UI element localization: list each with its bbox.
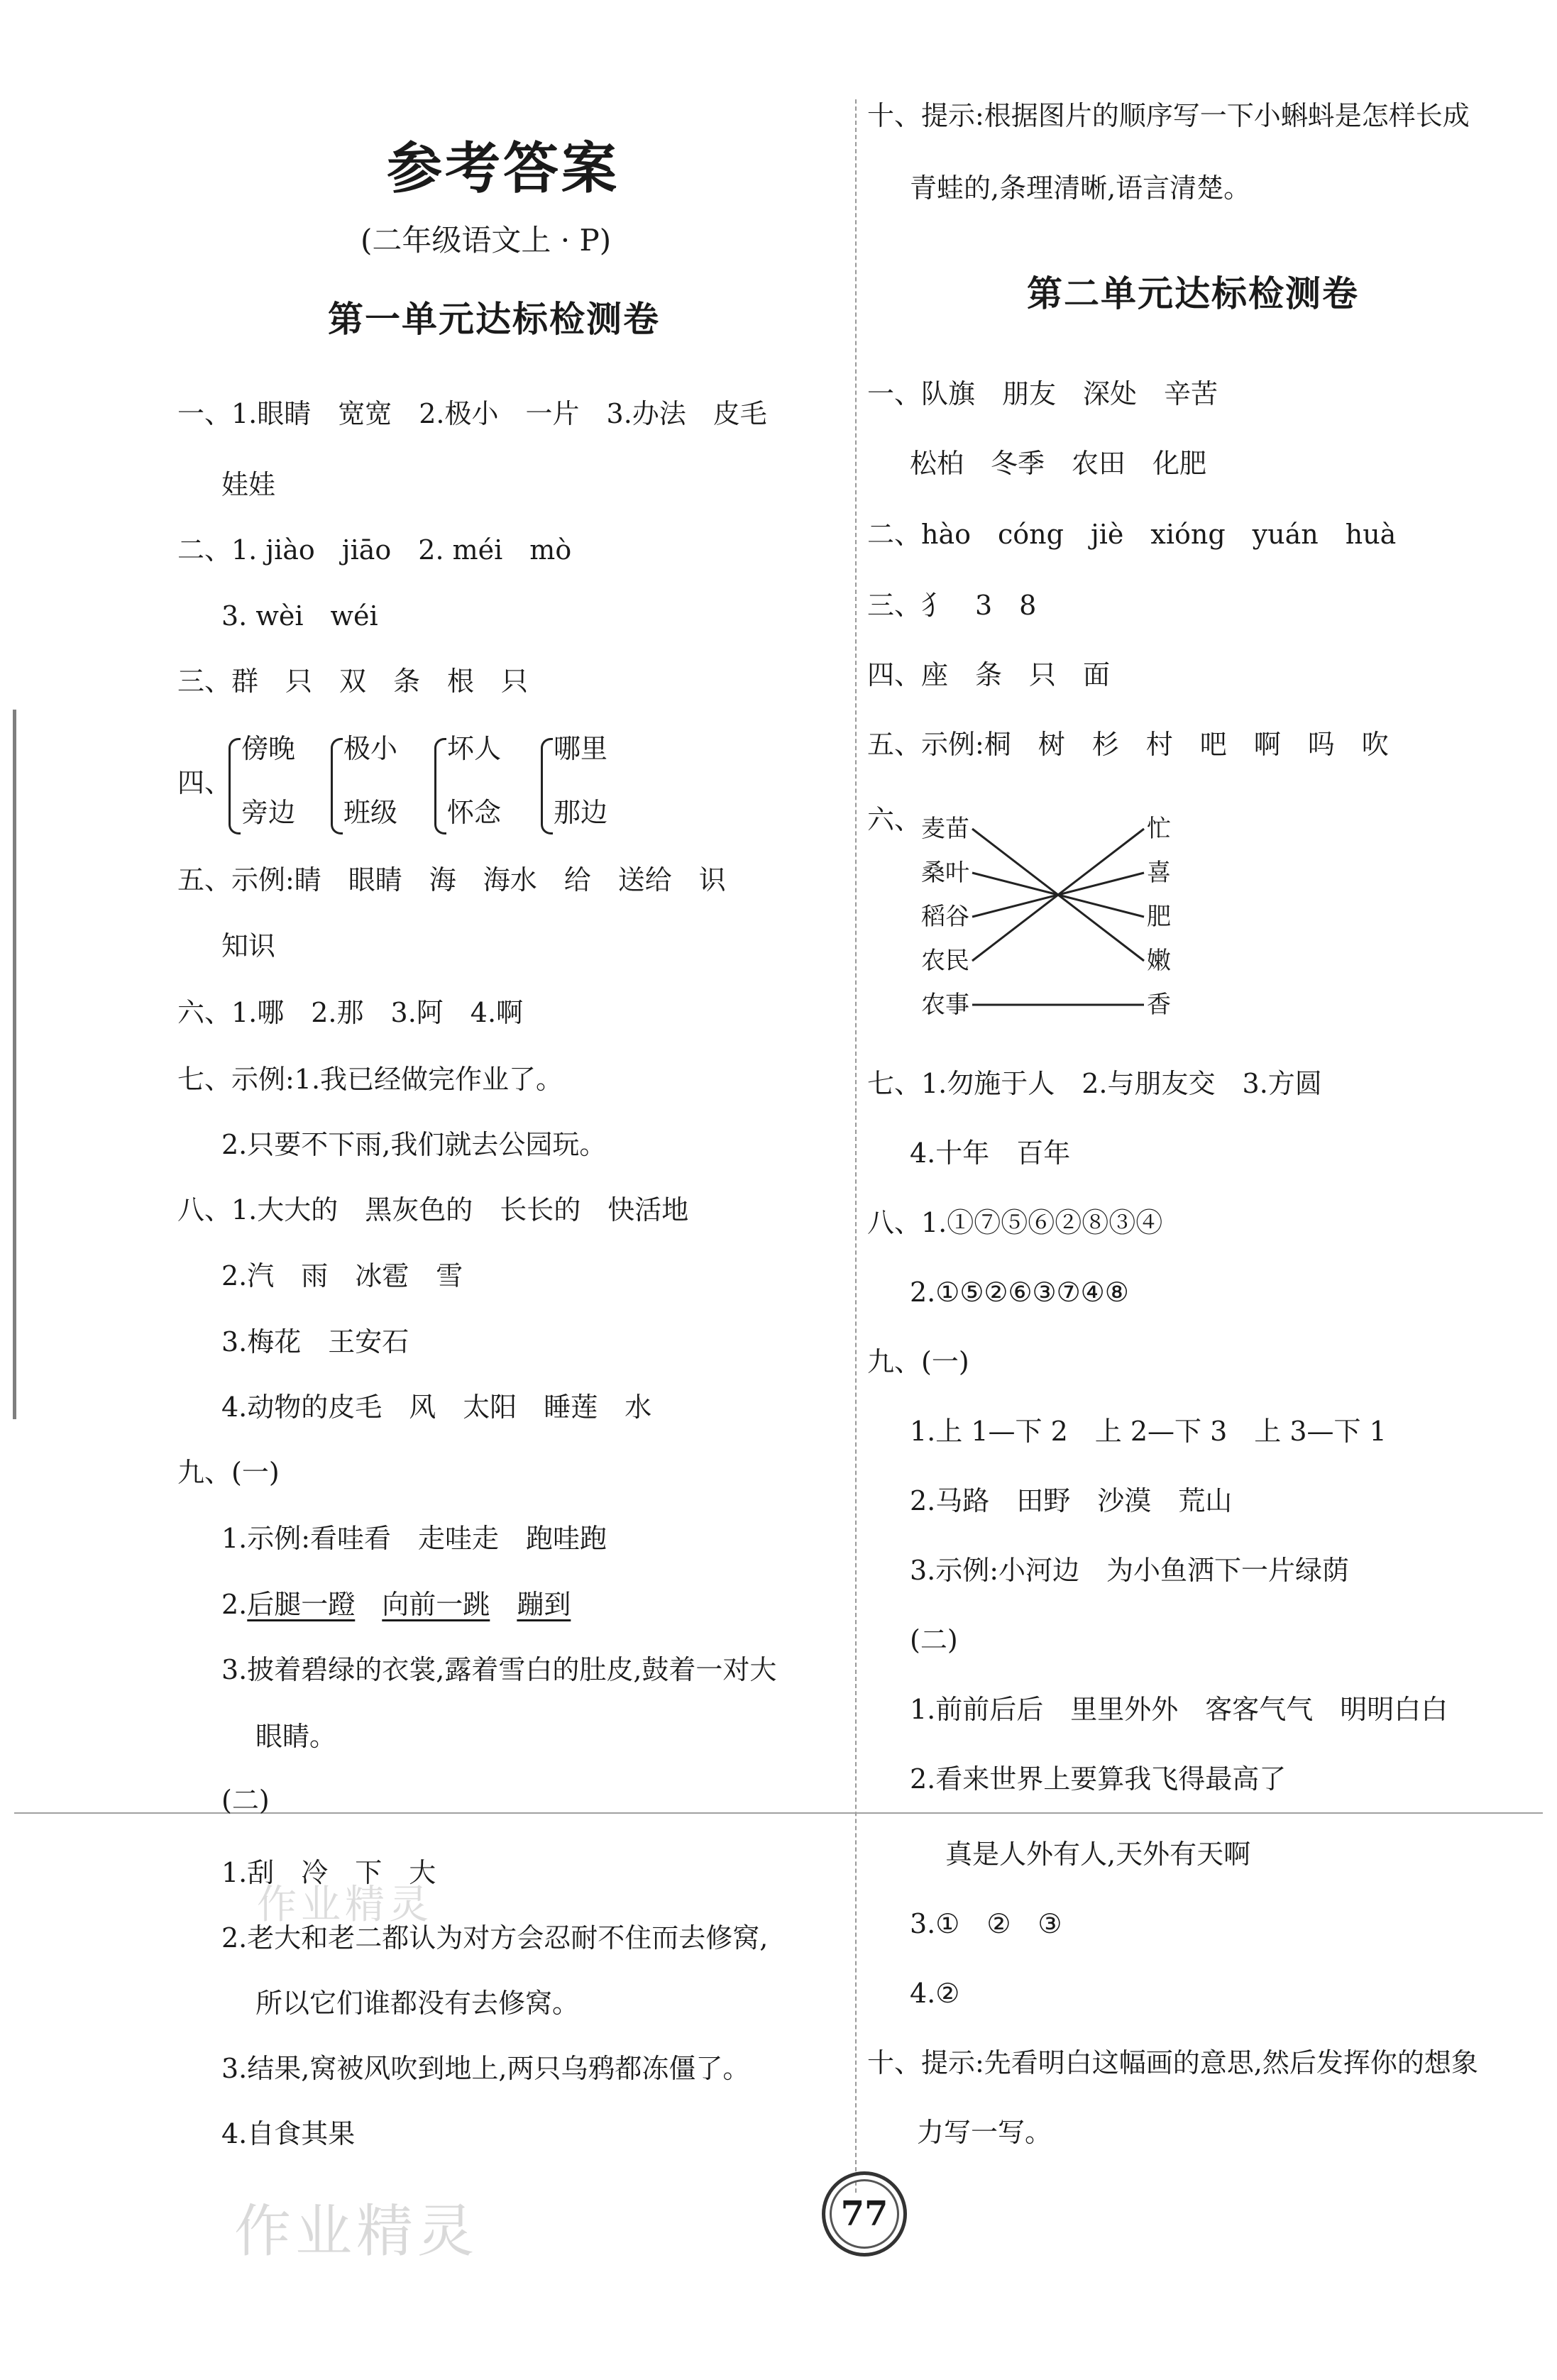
unit1-line: (二): [221, 1785, 270, 1816]
match-left-word: 麦苗: [921, 815, 969, 843]
unit2-line: 五、示例:桐 树 杉 村 吧 啊 吗 吹: [867, 729, 1389, 760]
unit1-line: 六、1.哪 2.那 3.阿 4.啊: [177, 997, 524, 1028]
unit1-line: 娃娃: [221, 469, 276, 500]
unit1-line: 眼睛。: [255, 1721, 337, 1752]
q4-word: 怀念: [447, 797, 502, 828]
underlined-answer: 后腿一蹬: [247, 1589, 356, 1620]
unit2-line: 三、犭 3 8: [867, 590, 1037, 621]
q4-word: 旁边: [241, 797, 296, 828]
unit2-line: 二、hào cóng jiè xióng yuán huà: [867, 519, 1397, 550]
unit1-line: 3. wèi wéi: [221, 600, 378, 632]
page-subtitle: (二年级语文上 · P): [361, 223, 612, 258]
unit1-line: 2.汽 雨 冰雹 雪: [221, 1260, 463, 1291]
right-top-line: 十、提示:根据图片的顺序写一下小蝌蚪是怎样长成: [867, 100, 1470, 131]
unit1-line: 4.动物的皮毛 风 太阳 睡莲 水: [221, 1392, 652, 1423]
unit2-title: 第二单元达标检测卷: [1027, 272, 1359, 314]
unit1-line: 八、1.大大的 黑灰色的 长长的 快活地: [177, 1194, 689, 1225]
unit1-title: 第一单元达标检测卷: [328, 298, 660, 340]
watermark: 作业精灵: [234, 2198, 478, 2264]
unit1-line: 九、(一): [177, 1457, 280, 1488]
unit2-line: 九、(一): [867, 1346, 969, 1377]
underlined-answer: 向前一跳: [382, 1589, 490, 1620]
q4-word: 哪里: [554, 733, 608, 764]
page-number: 77: [822, 2171, 907, 2257]
match-right-word: 忙: [1147, 815, 1171, 843]
unit1-line: 所以它们谁都没有去修窝。: [255, 1988, 580, 2019]
unit2-line: 4.②: [910, 1978, 960, 2009]
unit2-line: 2.①⑤②⑥③⑦④⑧: [910, 1277, 1129, 1308]
unit2-line: 松柏 冬季 农田 化肥: [910, 448, 1207, 479]
unit1-q4-label: 四、: [177, 767, 232, 798]
watermark: 作业精灵: [257, 1882, 433, 1928]
match-left-word: 农事: [921, 991, 969, 1019]
unit2-line: 八、1.①⑦⑤⑥②⑧③④: [867, 1207, 1163, 1238]
match-right-word: 喜: [1147, 859, 1171, 887]
underlined-answer: 蹦到: [517, 1589, 571, 1620]
unit1-line: 3.梅花 王安石: [221, 1326, 409, 1357]
unit2-line: 真是人外有人,天外有天啊: [945, 1839, 1251, 1870]
unit2-line: (二): [910, 1624, 958, 1655]
unit1-line: 七、示例:1.我已经做完作业了。: [177, 1064, 563, 1095]
unit1-line: 二、1. jiào jiāo 2. méi mò: [177, 534, 572, 566]
unit2-line: 3.示例:小河边 为小鱼洒下一片绿荫: [910, 1555, 1350, 1586]
unit2-line: 一、队旗 朋友 深处 辛苦: [867, 378, 1218, 409]
unit2-q6-label: 六、: [867, 804, 922, 835]
unit1-line: 三、群 只 双 条 根 只: [177, 666, 529, 697]
match-left-word: 农民: [921, 947, 969, 975]
q4-word: 极小: [343, 733, 398, 764]
page-title: 参考答案: [387, 136, 620, 201]
unit2-line: 4.十年 百年: [910, 1137, 1071, 1169]
unit1-line: 一、1.眼睛 宽宽 2.极小 一片 3.办法 皮毛: [177, 398, 767, 429]
unit1-line: 1.示例:看哇看 走哇走 跑哇跑: [221, 1523, 607, 1554]
q4-word: 坏人: [447, 733, 502, 764]
match-right-word: 香: [1147, 991, 1171, 1019]
unit2-line: 1.上 1—下 2 上 2—下 3 上 3—下 1: [910, 1416, 1387, 1447]
unit2-line: 力写一写。: [917, 2117, 1052, 2148]
unit1-line: 1.刮 冷 下 大: [221, 1857, 436, 1888]
unit1-line: 4.自食其果: [221, 2118, 356, 2149]
right-top-line: 青蛙的,条理清晰,语言清楚。: [910, 172, 1251, 204]
unit1-line: 2.老大和老二都认为对方会忍耐不住而去修窝,: [221, 1922, 769, 1954]
unit1-line: 3.披着碧绿的衣裳,露着雪白的肚皮,鼓着一对大: [221, 1654, 777, 1685]
unit1-q9-item2-num: 2.: [221, 1589, 248, 1620]
unit2-line: 四、座 条 只 面: [867, 659, 1111, 690]
unit2-line: 十、提示:先看明白这幅画的意思,然后发挥你的想象: [867, 2047, 1478, 2078]
unit1-line: 3.结果,窝被风吹到地上,两只乌鸦都冻僵了。: [221, 2053, 750, 2084]
unit2-line: 2.看来世界上要算我飞得最高了: [910, 1763, 1287, 1795]
q4-word: 那边: [554, 797, 608, 828]
unit1-line: 2.只要不下雨,我们就去公园玩。: [221, 1129, 607, 1160]
unit1-line: 知识: [221, 930, 276, 962]
q4-word: 傍晚: [241, 733, 296, 764]
match-right-word: 肥: [1147, 903, 1171, 931]
unit1-line: 五、示例:睛 眼睛 海 海水 给 送给 识: [177, 864, 726, 896]
match-right-word: 嫩: [1147, 947, 1171, 975]
q4-word: 班级: [343, 797, 398, 828]
match-left-word: 稻谷: [921, 903, 969, 931]
unit2-line: 七、1.勿施于人 2.与朋友交 3.方圆: [867, 1068, 1322, 1099]
unit2-line: 1.前前后后 里里外外 客客气气 明明白白: [910, 1694, 1448, 1725]
unit2-line: 3.① ② ③: [910, 1908, 1062, 1939]
unit2-line: 2.马路 田野 沙漠 荒山: [910, 1485, 1233, 1516]
match-left-word: 桑叶: [921, 859, 969, 887]
